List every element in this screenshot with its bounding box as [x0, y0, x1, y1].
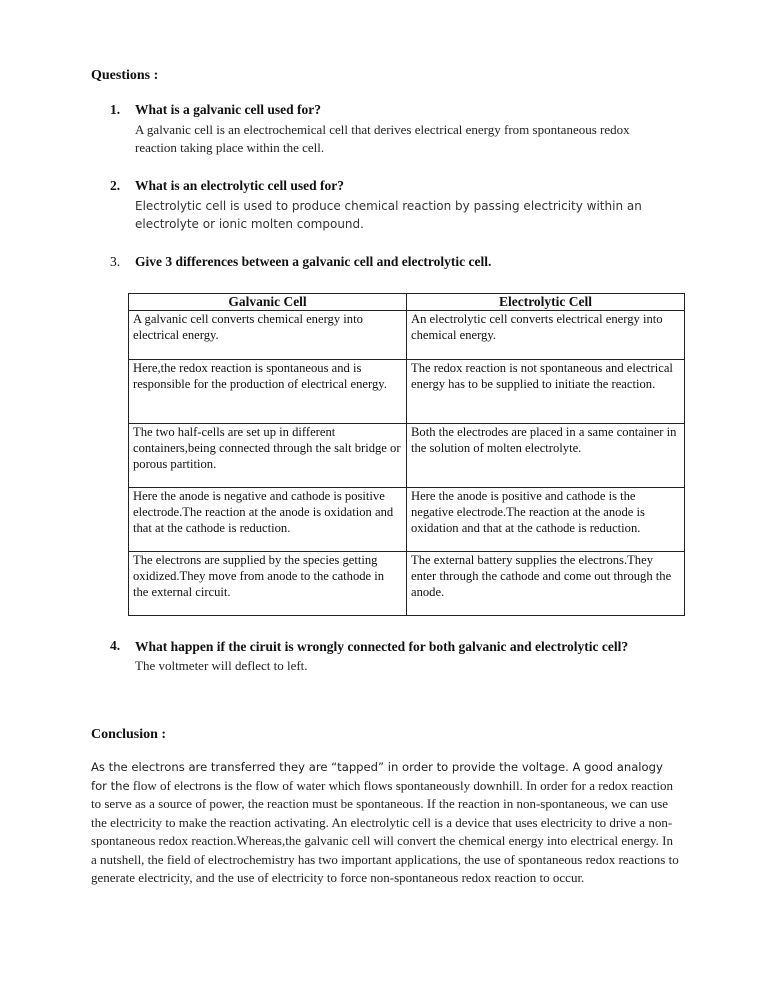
- question-number: 1.: [110, 102, 121, 117]
- conclusion-paragraph: [91, 758, 681, 888]
- table-header-electrolytic: Electrolytic Cell: [407, 294, 685, 311]
- table-row: [129, 552, 685, 616]
- conclusion-body: flow of electrons is the flow of water which flows spontaneously downhill. In order for a redox reaction to serve as a source of power, the reaction must be spontaneous. If the reaction in non-spontaneous, we can use the electricity to make the reaction activating. An electrolytic cell is a device that uses electricity to drive a non-spontaneous redox reaction.Whereas,the galvanic cell will convert the chemical energy into electrical energy. In a nutshell, the field of electrochemistry has two important applications, the use of spontaneous redox reactions to generate electricity, and the use of electricity to force non-spontaneous redox reaction to occur.: [91, 777, 679, 885]
- question-title: What happen if the ciruit is wrongly connected for both galvanic and electrolytic cell?: [135, 639, 629, 654]
- table-row: [129, 424, 685, 488]
- question-number: 3.: [110, 254, 121, 269]
- table-cell: Here the anode is negative and cathode is positive electrode.The reaction at the anode is oxidation and that at the cathode is reduction.: [129, 488, 407, 552]
- conclusion-heading: Conclusion :: [91, 727, 167, 742]
- table-cell: Here the anode is positive and cathode is the negative electrode.The reaction at the anode is oxidation and that at the cathode is reduction.: [407, 488, 685, 552]
- table-cell: Both the electrodes are placed in a same container in the solution of molten electrolyte.: [407, 424, 685, 488]
- question-1: [110, 101, 670, 157]
- question-answer: Electrolytic cell is used to produce chemical reaction by passing electricity within an electrolyte or ionic molten compound.: [135, 199, 642, 231]
- table-row: [129, 488, 685, 552]
- differences-table: [128, 293, 685, 616]
- question-answer: A galvanic cell is an electrochemical cell that derives electrical energy from spontaneous redox reaction taking place within the cell.: [135, 122, 630, 155]
- question-number: 2.: [110, 178, 121, 193]
- table-cell: The external battery supplies the electrons.They enter through the cathode and come out through the anode.: [407, 552, 685, 616]
- table-header-row: [129, 294, 685, 311]
- question-3: [110, 253, 670, 271]
- conclusion-lead: As the electrons are transferred they are “tapped” in order to provide the voltage. A good analogy for the: [91, 760, 663, 793]
- question-4: [110, 637, 670, 675]
- question-2: [110, 177, 670, 233]
- table-cell: An electrolytic cell converts electrical energy into chemical energy.: [407, 311, 685, 360]
- question-title: What is an electrolytic cell used for?: [135, 178, 344, 193]
- table-row: [129, 360, 685, 424]
- question-title: Give 3 differences between a galvanic cell and electrolytic cell.: [135, 254, 492, 269]
- table-cell: The redox reaction is not spontaneous and electrical energy has to be supplied to initiate the reaction.: [407, 360, 685, 424]
- question-number: 4.: [110, 638, 121, 653]
- table-cell: Here,the redox reaction is spontaneous and is responsible for the production of electrical energy.: [129, 360, 407, 424]
- question-title: What is a galvanic cell used for?: [135, 102, 321, 117]
- table-cell: The two half-cells are set up in different containers,being connected through the salt bridge or porous partition.: [129, 424, 407, 488]
- table-cell: A galvanic cell converts chemical energy into electrical energy.: [129, 311, 407, 360]
- table-row: [129, 311, 685, 360]
- questions-heading: Questions :: [91, 68, 159, 83]
- table-header-galvanic: Galvanic Cell: [129, 294, 407, 311]
- table-cell: The electrons are supplied by the species getting oxidized.They move from anode to the cathode in the external circuit.: [129, 552, 407, 616]
- question-answer: The voltmeter will deflect to left.: [135, 658, 308, 673]
